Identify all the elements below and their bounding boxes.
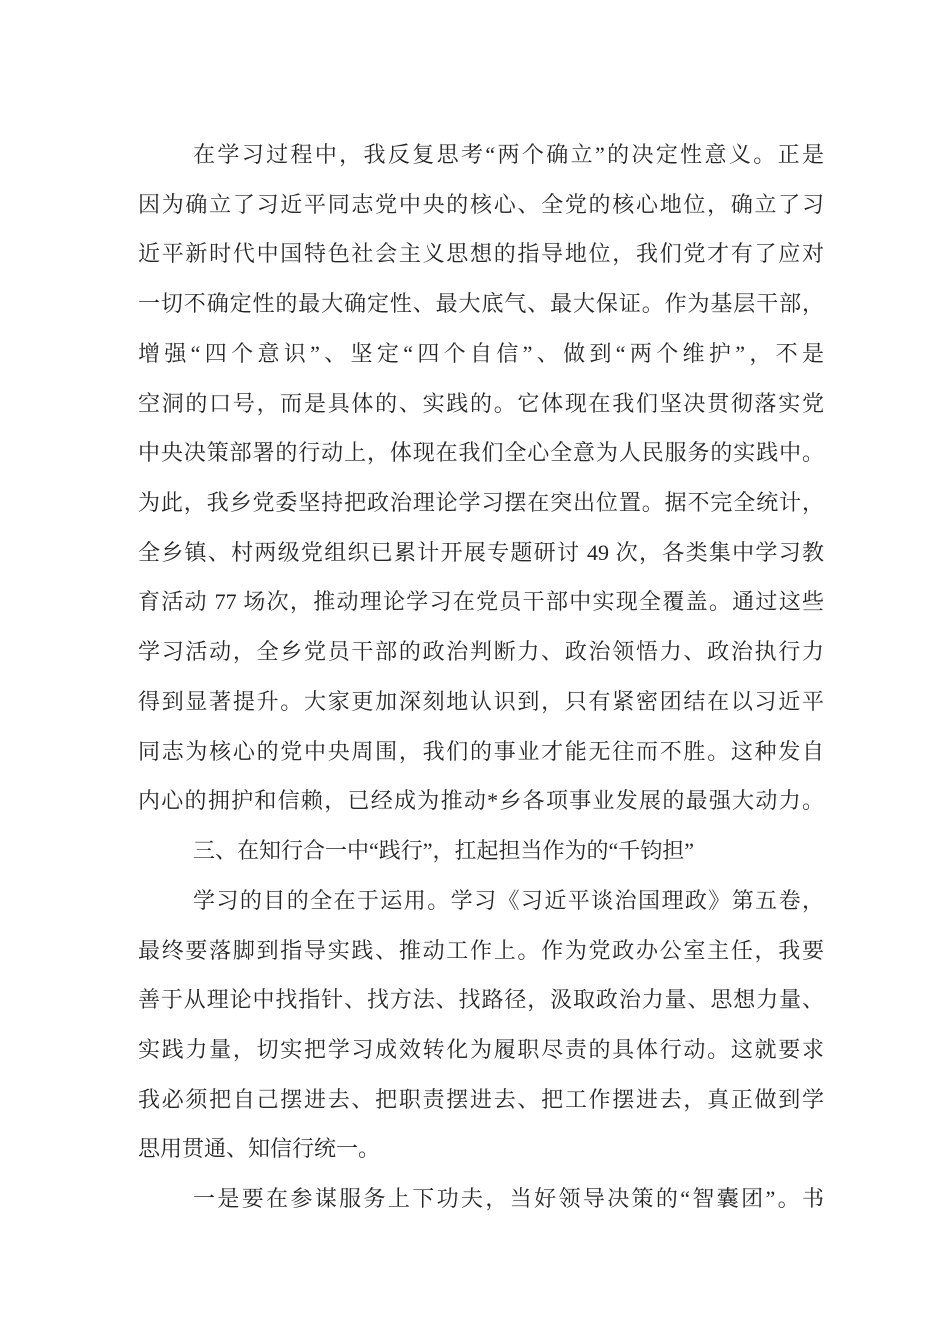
text-line: 同志为核心的党中央周围，我们的事业才能无往而不胜。这种发自 [138, 738, 824, 764]
text-line: 全乡镇、村两级党组织已累计开展专题研讨 49 次，各类集中学习教 [138, 539, 824, 565]
text-line: 近平新时代中国特色社会主义思想的指导地位，我们党才有了应对 [138, 241, 824, 267]
text-line: 思用贯通、知信行统一。 [138, 1136, 381, 1162]
text-line: 善于从理论中找指针、找方法、找路径，汲取政治力量、思想力量、 [138, 987, 824, 1013]
text-line: 学习活动，全乡党员干部的政治判断力、政治领悟力、政治执行力 [138, 639, 824, 665]
text-line: 因为确立了习近平同志党中央的核心、全党的核心地位，确立了习 [138, 191, 824, 217]
text-line: 在学习过程中，我反复思考“两个确立”的决定性意义。正是 [193, 142, 824, 167]
paragraph [138, 826, 824, 876]
paragraph [138, 1174, 824, 1224]
paragraph [138, 876, 824, 1174]
text-line: 为此，我乡党委坚持把政治理论学习摆在突出位置。据不完全统计， [138, 490, 824, 516]
text-line: 我必须把自己摆进去、把职责摆进去、把工作摆进去，真正做到学 [138, 1086, 824, 1112]
text-line: 增强“四个意识”、坚定“四个自信”、做到“两个维护”，不是 [138, 340, 824, 366]
text-line: 最终要落脚到指导实践、推动工作上。作为党政办公室主任，我要 [138, 937, 824, 963]
text-line: 中央决策部署的行动上，体现在我们全心全意为人民服务的实践中。 [138, 440, 824, 466]
section-heading-line: 三、在知行合一中“践行”，扛起担当作为的“千钧担” [193, 838, 695, 864]
text-line: 实践力量，切实把学习成效转化为履职尽责的具体行动。这就要求 [138, 1036, 824, 1062]
document-page [138, 130, 824, 1224]
text-line: 空洞的口号，而是具体的、实践的。它体现在我们坚决贯彻落实党 [138, 390, 824, 416]
text-line: 一是要在参谋服务上下功夫，当好领导决策的“智囊团”。书 [193, 1186, 824, 1212]
paragraph [138, 130, 824, 826]
text-line: 内心的拥护和信赖，已经成为推动*乡各项事业发展的最强大动力。 [138, 788, 824, 814]
text-line: 学习的目的全在于运用。学习《习近平谈治国理政》第五卷， [193, 887, 824, 913]
text-line: 得到显著提升。大家更加深刻地认识到，只有紧密团结在以习近平 [138, 688, 824, 714]
text-line: 一切不确定性的最大确定性、最大底气、最大保证。作为基层干部， [138, 291, 824, 317]
text-line: 育活动 77 场次，推动理论学习在党员干部中实现全覆盖。通过这些 [138, 589, 824, 615]
